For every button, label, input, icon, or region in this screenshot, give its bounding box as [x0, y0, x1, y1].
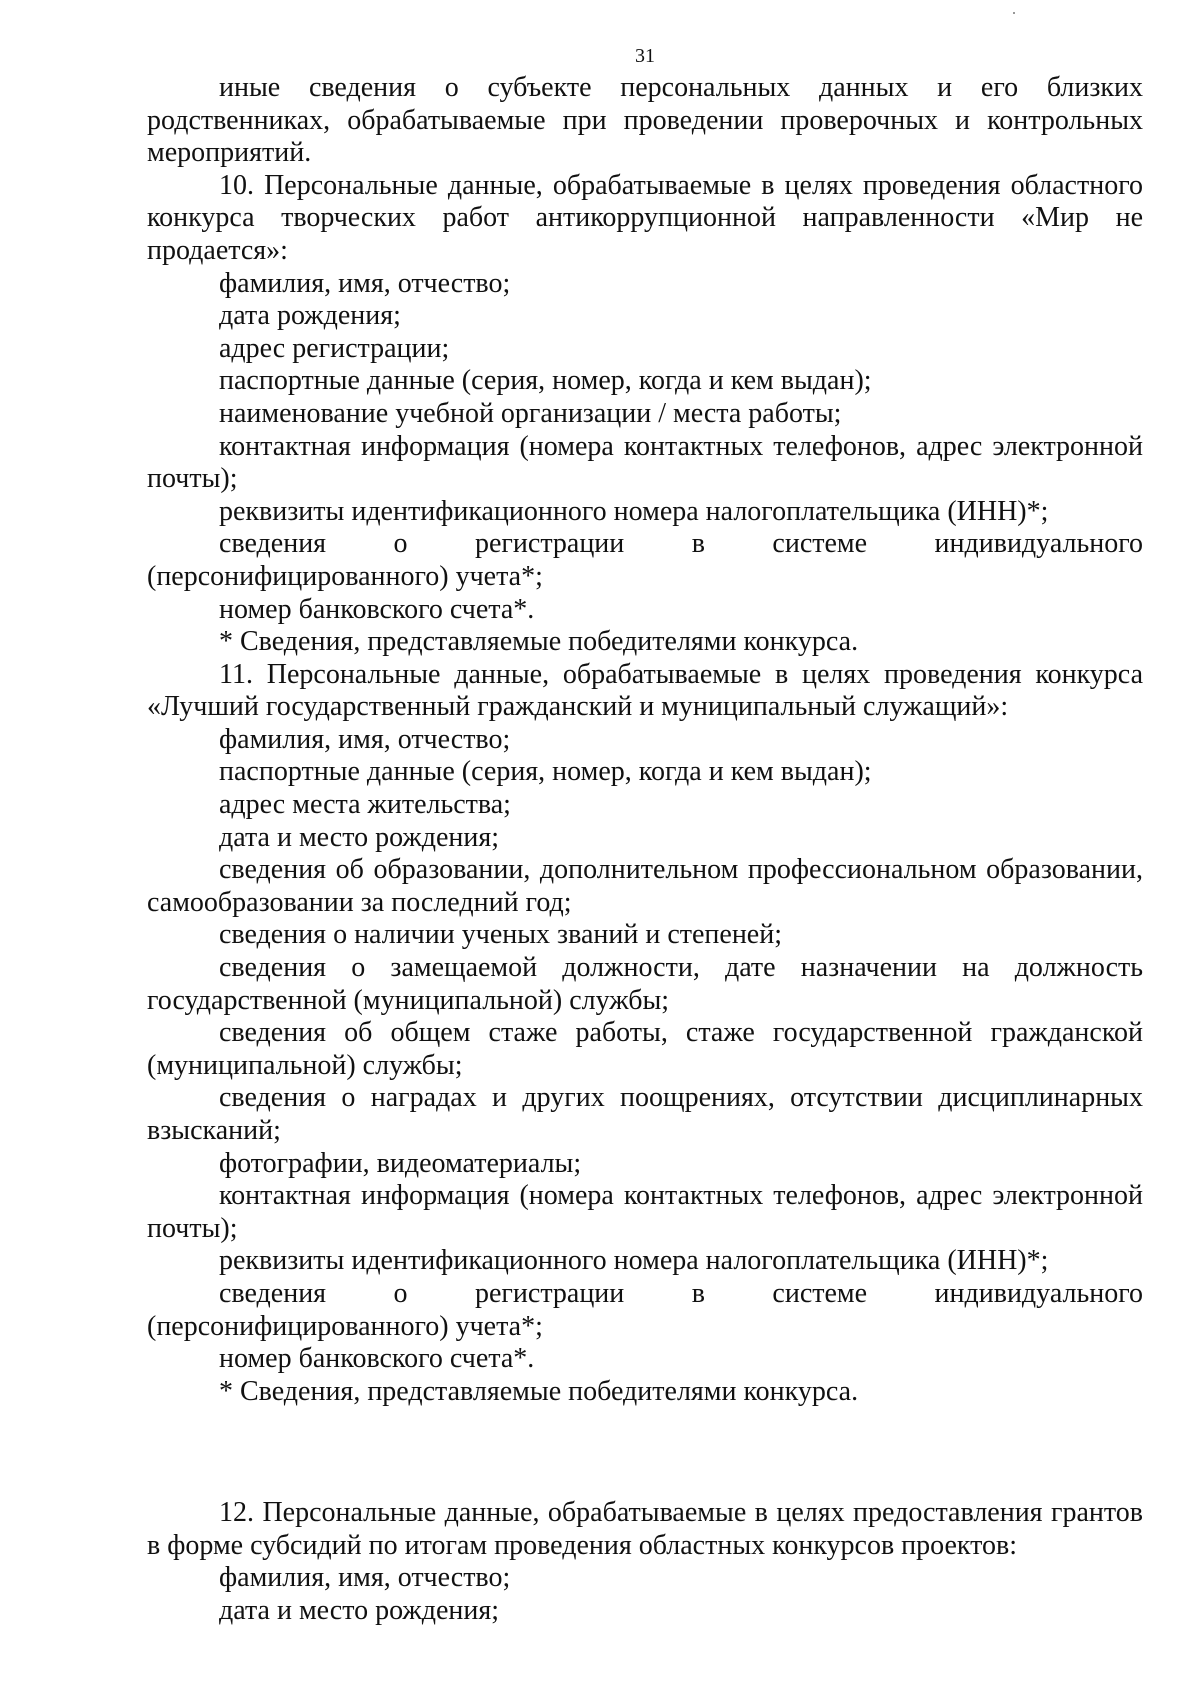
- paragraph: сведения о наличии ученых званий и степеней;: [219, 919, 782, 951]
- paragraph: фамилия, имя, отчество;: [219, 723, 511, 755]
- blank-line: [147, 1436, 1143, 1469]
- paragraph: фотографии, видеоматериалы;: [219, 1147, 582, 1179]
- paragraph: адрес места жительства;: [219, 789, 511, 821]
- paragraph: фамилия, имя, отчество;: [219, 267, 511, 299]
- paragraph: адрес регистрации;: [219, 332, 450, 364]
- paragraph: * Сведения, представляемые победителями конкурса.: [219, 626, 859, 658]
- paragraph: 11. Персональные данные, обрабатываемые в целях проведения конкурса «Лучший государственный гражданский и муниципальный служащий»:: [147, 658, 1143, 723]
- paragraph: сведения о наградах и других поощрениях, отсутствии дисциплинарных взысканий;: [147, 1082, 1143, 1146]
- page-number: 31: [635, 45, 655, 67]
- paragraph: 12. Персональные данные, обрабатываемые в целях предоставления грантов в форме субсидий по итогам проведения областных конкурсов проектов:: [147, 1496, 1143, 1561]
- paragraph: контактная информация (номера контактных телефонов, адрес электронной почты);: [147, 1180, 1143, 1244]
- paragraph: номер банковского счета*.: [219, 593, 535, 625]
- paragraph: сведения о регистрации в системе индивидуального (персонифицированного) учета*;: [147, 528, 1143, 592]
- paragraph: реквизиты идентификационного номера налогоплательщика (ИНН)*;: [219, 495, 1049, 527]
- paragraph: паспортные данные (серия, номер, когда и кем выдан);: [219, 756, 872, 788]
- paragraph: дата рождения;: [219, 300, 401, 332]
- paragraph: фамилия, имя, отчество;: [219, 1562, 511, 1594]
- paragraph: иные сведения о субъекте персональных данных и его близких родственниках, обрабатываемые при проведении проверочных и контрольных мероприятий.: [147, 72, 1143, 169]
- paragraph: * Сведения, представляемые победителями конкурса.: [219, 1375, 859, 1407]
- document-page: [147, 44, 1143, 1627]
- paragraph: дата и место рождения;: [219, 821, 500, 853]
- paragraph: номер банковского счета*.: [219, 1343, 535, 1375]
- scan-speck: [1013, 12, 1015, 14]
- document-body: [147, 72, 1143, 1627]
- paragraph: сведения об образовании, дополнительном профессиональном образовании, самообразовании за последний год;: [147, 854, 1143, 918]
- paragraph: контактная информация (номера контактных телефонов, адрес электронной почты);: [147, 430, 1143, 495]
- paragraph: 10. Персональные данные, обрабатываемые в целях проведения областного конкурса творческих работ антикоррупционной направленности «Мир не продается»:: [147, 169, 1143, 266]
- paragraph: сведения об общем стаже работы, стаже государственной гражданской (муниципальной) службы;: [147, 1017, 1143, 1081]
- paragraph: дата и место рождения;: [219, 1594, 500, 1626]
- paragraph: реквизиты идентификационного номера налогоплательщика (ИНН)*;: [219, 1245, 1049, 1277]
- paragraph: сведения о регистрации в системе индивидуального (персонифицированного) учета*;: [147, 1277, 1143, 1342]
- paragraph: паспортные данные (серия, номер, когда и кем выдан);: [219, 365, 872, 397]
- paragraph: сведения о замещаемой должности, дате назначении на должность государственной (муниципальной) службы;: [147, 952, 1143, 1016]
- paragraph: наименование учебной организации / места работы;: [219, 397, 842, 429]
